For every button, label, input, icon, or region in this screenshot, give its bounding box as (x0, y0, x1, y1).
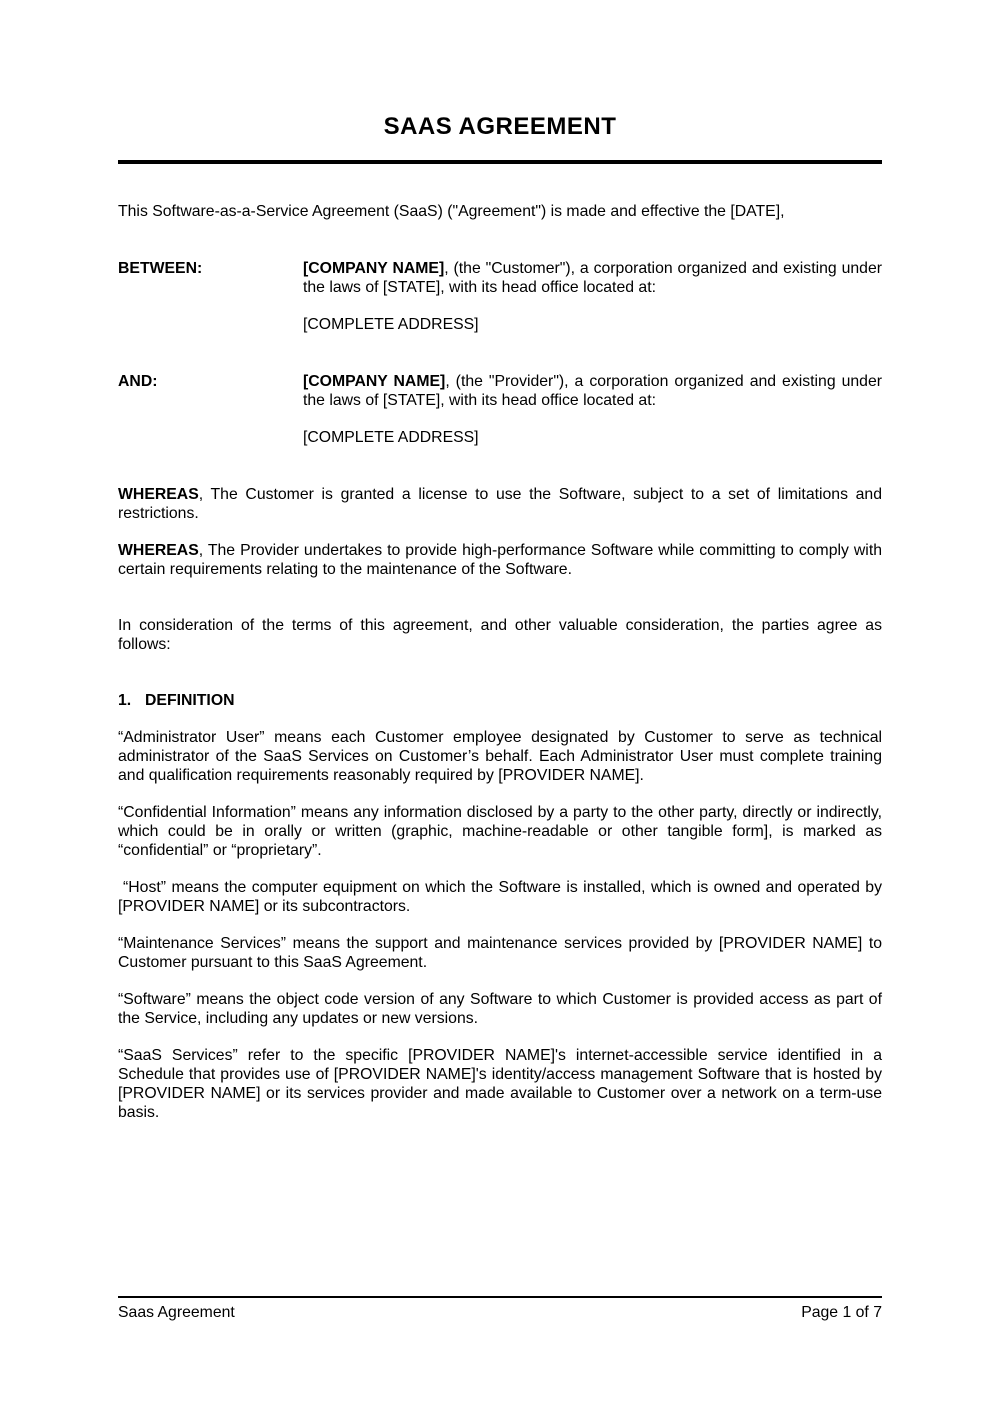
consideration-paragraph: In consideration of the terms of this agreement, and other valuable consideration, the parties agree as follows: (118, 617, 882, 653)
footer-row (118, 1303, 882, 1322)
party-description-provider (303, 372, 882, 410)
section-heading-definition (118, 691, 882, 710)
party-label-spacer (118, 428, 303, 447)
whereas-clause-provider (118, 541, 882, 579)
document-page (0, 112, 1000, 1122)
definition-software: “Software” means the object code version of any Software to which Customer is provided access as part of the Service, including any updates or new versions. (118, 991, 882, 1027)
whereas-text: , The Provider undertakes to provide high-performance Software while committing to comply with certain requirements relating to the maintenance of the Software. (118, 542, 882, 578)
party-description-customer (303, 259, 882, 297)
whereas-clause-customer (118, 485, 882, 523)
party-block-between (118, 259, 882, 297)
definition-host: “Host” means the computer equipment on which the Software is installed, which is owned and operated by [PROVIDER NAME] or its subcontractors. (118, 879, 882, 915)
section-number: 1. (118, 692, 132, 709)
company-name-placeholder: [COMPANY NAME] (303, 260, 445, 277)
party-description-text: , (the "Provider"), a corporation organized and existing under the laws of [STATE], with its head office located at: (303, 373, 882, 409)
definition-saas-services: “SaaS Services” refer to the specific [PROVIDER NAME]'s internet-accessible service identified in a Schedule that provides use of [PROVIDER NAME]'s identity/access management Software that is hosted by [PROVIDER NAME] or its services provider and made available to Customer over a network on a term-use basis. (118, 1047, 882, 1121)
section-title: DEFINITION (145, 692, 235, 709)
party-label-spacer (118, 315, 303, 334)
footer-divider-rule (118, 1296, 882, 1298)
party-label-and: AND: (118, 373, 158, 390)
definition-administrator-user: “Administrator User” means each Customer employee designated by Customer to serve as technical administrator of the SaaS Services on Customer’s behalf. Each Administrator User must complete training and qualification requirements reasonably required by [PROVIDER NAME]. (118, 729, 882, 784)
page-footer (118, 1296, 882, 1322)
footer-document-title: Saas Agreement (118, 1304, 235, 1321)
footer-page-number: Page 1 of 7 (801, 1304, 882, 1321)
whereas-keyword: WHEREAS (118, 542, 199, 559)
intro-paragraph: This Software-as-a-Service Agreement (SaaS) ("Agreement") is made and effective the [DATE], (118, 203, 785, 220)
definition-confidential-information: “Confidential Information” means any information disclosed by a party to the other party, directly or indirectly, which could be in orally or written (graphic, machine-readable or other tangible form], is marked as “confidential” or “proprietary”. (118, 804, 882, 859)
party-address-row-provider (118, 428, 882, 447)
page-title: SAAS AGREEMENT (383, 113, 617, 140)
whereas-text: , The Customer is granted a license to use the Software, subject to a set of limitations and restrictions. (118, 486, 882, 522)
party-block-and (118, 372, 882, 410)
address-placeholder-provider: [COMPLETE ADDRESS] (303, 429, 479, 446)
party-label-between: BETWEEN: (118, 260, 203, 277)
party-address-row-customer (118, 315, 882, 334)
definition-maintenance-services: “Maintenance Services” means the support and maintenance services provided by [PROVIDER NAME] to Customer pursuant to this SaaS Agreement. (118, 935, 882, 971)
title-divider-rule (118, 160, 882, 164)
party-description-text: , (the "Customer"), a corporation organized and existing under the laws of [STATE], with its head office located at: (303, 260, 882, 296)
company-name-placeholder: [COMPANY NAME] (303, 373, 446, 390)
whereas-keyword: WHEREAS (118, 486, 199, 503)
address-placeholder-customer: [COMPLETE ADDRESS] (303, 316, 479, 333)
